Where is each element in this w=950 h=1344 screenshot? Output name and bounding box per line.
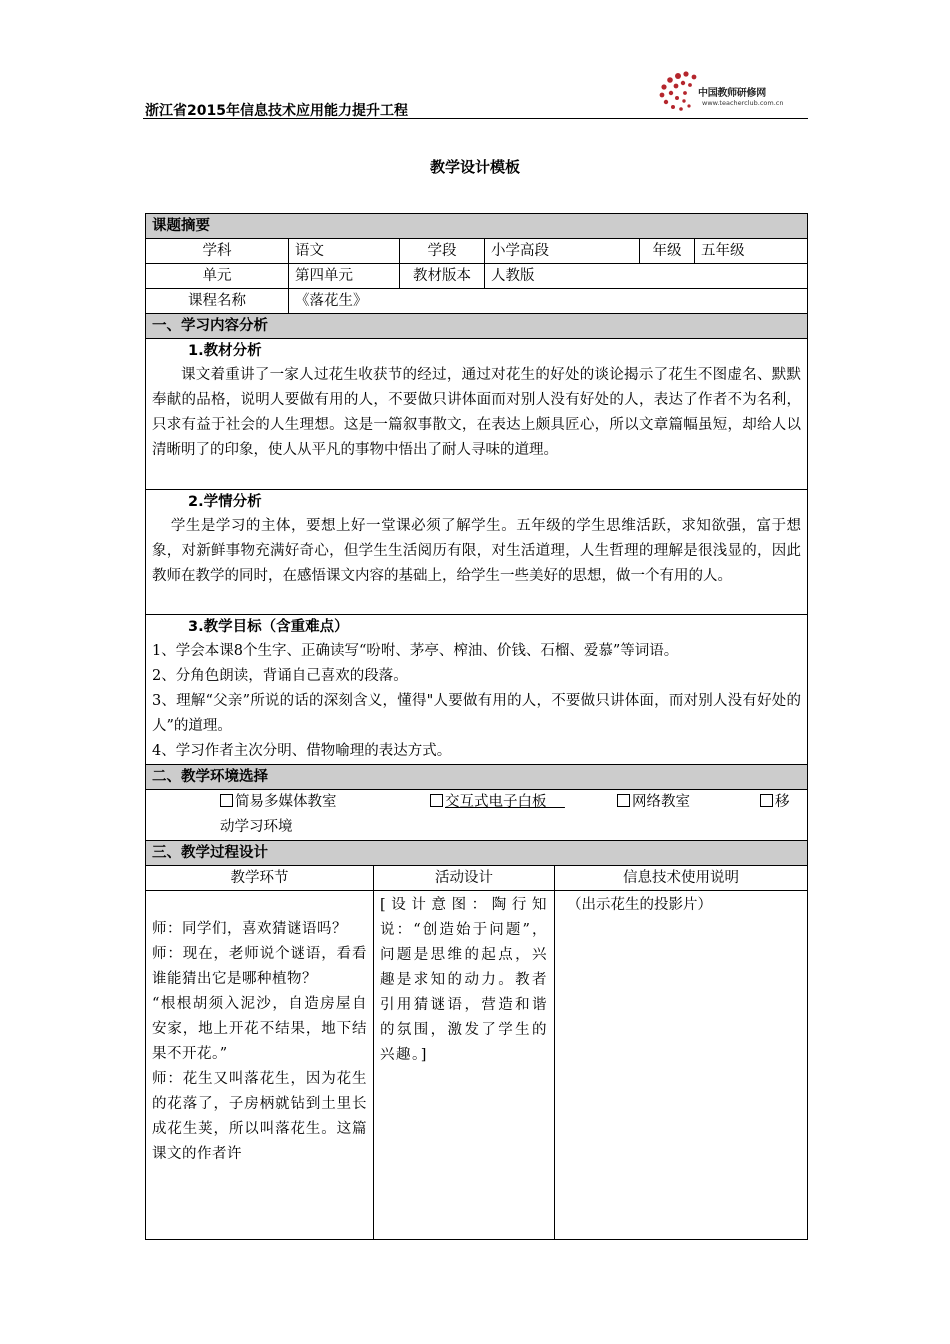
activity-design-cell	[374, 891, 555, 1240]
lesson-plan-table	[145, 213, 808, 1240]
stage-label: 学段	[400, 239, 485, 264]
activity-design-text: [设计意图：陶行知说：“创造始于问题”，问题是思维的起点，兴趣是求知的动力。教者引用猜谜语，营造和谐的氛围，激发了学生的兴趣。]	[380, 897, 548, 1063]
edition-label: 教材版本	[400, 264, 485, 289]
project-header: 浙江省2015年信息技术应用能力提升工程	[145, 103, 408, 119]
goal-item: 3、理解“父亲”所说的话的深刻含义，懂得"人要做有用的人，不要做只讲体面，而对别人没有好处的人”的道理。	[152, 693, 801, 734]
header-divider	[143, 118, 808, 119]
env-option-multimedia[interactable]: 简易多媒体教室	[220, 790, 430, 815]
grade-value: 五年级	[695, 239, 808, 264]
goal-item: 4、学习作者主次分明、借物喻理的表达方式。	[152, 743, 452, 759]
env-option-mobile[interactable]: 移	[760, 790, 790, 815]
teaching-step-cell	[146, 891, 374, 1240]
stage-value: 小学高段	[485, 239, 640, 264]
section1-heading: 一、学习内容分析	[146, 314, 808, 339]
checkbox-icon	[760, 794, 773, 807]
material-analysis-title: 1.教材分析	[188, 343, 262, 359]
tech-note-text: （出示花生的投影片）	[567, 897, 712, 913]
section2-heading: 二、教学环境选择	[146, 765, 808, 790]
column-header-step: 教学环节	[146, 866, 374, 891]
teaching-step-text: 师：同学们，喜欢猜谜语吗？ 师：现在，老师说个谜语，看看谁能猜出它是哪种植物？ “根根胡须入泥沙，自造房屋自安家，地上开花不结果，地下结果不开花。” 师：花生又叫落花生，因为花生的花落了，子房柄就钻到土里长成花生荚，所以叫落花生。这篇课文的作者许	[152, 921, 367, 1162]
subject-label: 学科	[146, 239, 289, 264]
env-option-network[interactable]: 网络教室	[617, 790, 760, 815]
goal-item: 1、学会本课8个生字、正确读写“吩咐、茅亭、榨油、价钱、石榴、爱慕”等词语。	[152, 643, 679, 659]
course-value: 《落花生》	[289, 289, 808, 314]
logo-url-text: www.teacherclub.com.cn	[702, 99, 784, 107]
goal-item: 2、分角色朗读，背诵自己喜欢的段落。	[152, 668, 408, 684]
env-option-whiteboard[interactable]: 交互式电子白板	[430, 790, 617, 815]
material-analysis-text: 课文着重讲了一家人过花生收获节的经过，通过对花生的好处的谈论揭示了花生不图虚名、默默奉献的品格，说明人要做有用的人，不要做只讲体面而对别人没有好处的人，表达了作者不为名利，只求有益于社会的人生理想。这是一篇叙事散文，在表达上颇具匠心，所以文章篇幅虽短，却给人以清晰明了的印象，使人从平凡的事物中悟出了耐人寻味的道理。	[152, 367, 801, 458]
teaching-goals-title: 3.教学目标（含重难点）	[188, 619, 349, 635]
column-header-tech: 信息技术使用说明	[555, 866, 808, 891]
checkbox-icon	[617, 794, 630, 807]
learner-analysis-title: 2.学情分析	[188, 494, 262, 510]
summary-heading: 课题摘要	[146, 214, 808, 239]
checkbox-icon	[220, 794, 233, 807]
checkbox-icon	[430, 794, 443, 807]
unit-value: 第四单元	[289, 264, 400, 289]
edition-value: 人教版	[485, 264, 808, 289]
subject-value: 语文	[289, 239, 400, 264]
tech-note-cell	[555, 891, 808, 1240]
logo-chinese-text: 中国教师研修网	[698, 88, 766, 99]
env-option-mobile-wrap: 动学习环境	[220, 819, 293, 835]
grade-label: 年级	[640, 239, 695, 264]
learner-analysis-text: 学生是学习的主体，要想上好一堂课必须了解学生。五年级的学生思维活跃，求知欲强，富于想象，对新鲜事物充满好奇心，但学生生活阅历有限，对生活道理，人生哲理的理解是很浅显的，因此教师在教学的同时，在感悟课文内容的基础上，给学生一些美好的思想，做一个有用的人。	[152, 518, 801, 584]
column-header-activity: 活动设计	[374, 866, 555, 891]
section3-heading: 三、教学过程设计	[146, 841, 808, 866]
course-label: 课程名称	[146, 289, 289, 314]
unit-label: 单元	[146, 264, 289, 289]
document-title: 教学设计模板	[429, 158, 520, 176]
environment-options	[146, 790, 808, 841]
